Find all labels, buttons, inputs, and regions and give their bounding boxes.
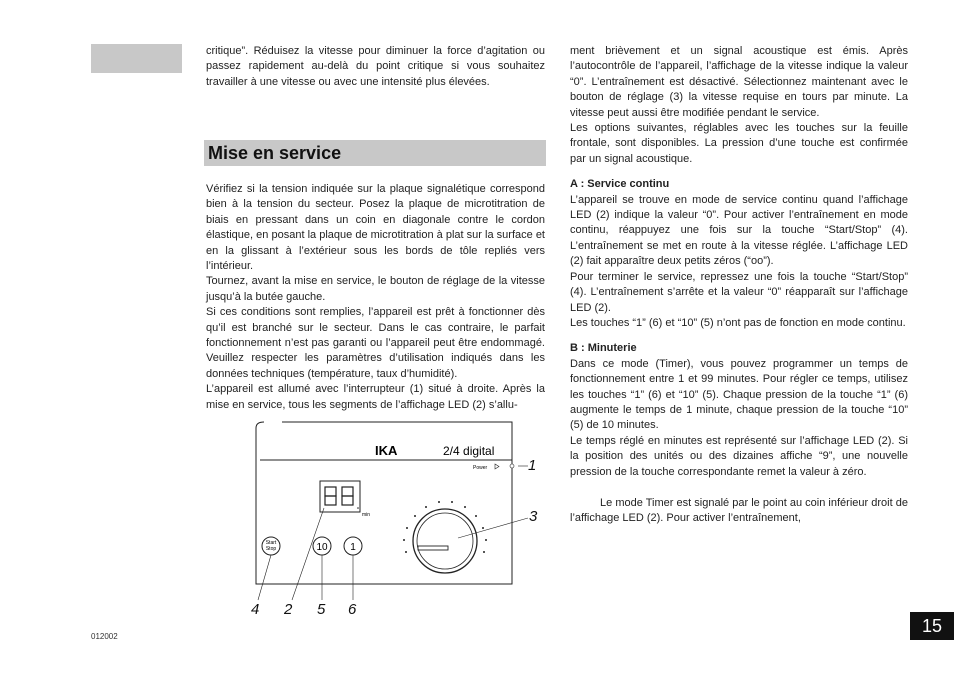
page-number: 15 xyxy=(910,612,954,640)
timer-dot-icon xyxy=(357,507,359,509)
ten-label: 10 xyxy=(316,542,328,553)
document-code: 012002 xyxy=(91,632,118,641)
start-label: Start xyxy=(265,540,277,546)
callout-6: 6 xyxy=(348,601,357,618)
speed-knob xyxy=(413,509,477,573)
paragraph: Vérifiez si la tension indiquée sur la plaque signalétique correspond bien à la tension du secteur. Posez la plaque de microtitration de biais en pressant dans un coin en diagonale contre le cordon élastique, en posant la plaque de microtitration à plat sur la surface et en la glissant à l’extérieur sous les bords de tôle repliés vers l’intérieur. xyxy=(206,183,545,273)
subheading-b: B : Minuterie xyxy=(570,342,637,355)
paragraph: Pour terminer le service, repressez une fois la touche “Start/Stop” (4). L’entraînement s’arrête et la valeur “0” réapparaît sur l’affichage LED (2). xyxy=(570,270,908,314)
callout-1: 1 xyxy=(528,457,537,474)
section-heading: Mise en service xyxy=(208,143,342,163)
one-label: 1 xyxy=(350,542,356,553)
paragraph: Le mode Timer est signalé par le point au coin inférieur droit de l’affichage LED (2). Pour activer l’entraînement, xyxy=(570,496,908,525)
power-arrow-icon xyxy=(495,464,499,469)
callout-2: 2 xyxy=(284,601,293,618)
callout-5: 5 xyxy=(317,601,326,618)
paragraph: Tournez, avant la mise en service, le bouton de réglage de la vitesse jusqu’à la butée gauche. xyxy=(206,275,545,303)
paragraph: Les touches “1” (6) et “10” (5) n’ont pas de fonction en mode continu. xyxy=(570,316,906,329)
paragraph: Si ces conditions sont remplies, l’appareil est prêt à fonctionner dès qu’il est branché sur le secteur. Dans le cas contraire, le parfait fonctionnement n’est pas garanti ou l’appareil peut être endommagé. Veuillez respecter les paramètres d’utilisation indiqués dans les données techniques (température, taux d’humidité). xyxy=(206,306,545,380)
left-top-column xyxy=(206,44,545,90)
paragraph: Le temps réglé en minutes est représenté sur l’affichage LED (2). Si la position des unités ou des dizaines affiche “9”, une nouvelle pression de la touche correspondante remet la valeur à zéro. xyxy=(570,434,908,478)
section-tab xyxy=(91,44,182,73)
paragraph: critique”. Réduisez la vitesse pour diminuer la force d’agitation ou passez rapidement au-delà du point critique si vous souhaitez travailler à une vitesse ou avec une intensité plus élevées. xyxy=(206,45,545,88)
callout-lines xyxy=(258,466,528,600)
paragraph: L’appareil se trouve en mode de service continu quand l’affichage LED (2) indique la valeur “0”. Pour activer l’entraînement en mode continu, réappuyez une fois sur la touche “Start/Stop” (4). L’entraînement se met en route à la vitesse réglée. L’affichage LED (2) fait apparaître deux petits zéros (“oo”). xyxy=(570,193,908,268)
led-unit-label: min xyxy=(362,512,371,518)
heading-bar xyxy=(204,140,546,166)
brand-logo: IKA xyxy=(375,443,398,458)
paragraph: ment brièvement et un signal acoustique est émis. Après l’autocontrôle de l’appareil, l’affichage de la vitesse indique la valeur “0”. L’entraînement est désactivé. Sélectionnez maintenant avec le bouton de réglage (3) la vitesse requise en tours par minute. La vitesse peut aussi être modifiée pendant le service. xyxy=(570,45,908,119)
subheading-a: A : Service continu xyxy=(570,178,670,191)
left-column xyxy=(206,182,545,413)
paragraph: Les options suivantes, réglables avec les touches sur la feuille frontale, sont disponibles. La pression d’une touche est confirmée par un signal acoustique. xyxy=(570,122,908,165)
stop-label: Stop xyxy=(265,546,277,552)
model-label: 2/4 digital xyxy=(443,444,495,458)
callout-4: 4 xyxy=(251,601,260,618)
power-label: Power xyxy=(473,465,488,471)
callout-3: 3 xyxy=(529,508,538,525)
device-figure xyxy=(240,418,540,623)
device-drawing xyxy=(240,418,540,623)
right-column xyxy=(570,44,908,527)
paragraph: L’appareil est allumé avec l’interrupteur (1) situé à droite. Après la mise en service, tous les segments de l’affichage LED (2) s’allu- xyxy=(206,383,545,411)
power-switch-icon xyxy=(510,464,514,468)
paragraph: Dans ce mode (Timer), vous pouvez programmer un temps de fonctionnement entre 1 et 99 minutes. Pour régler ce temps, utilisez les touches “1” (6) et “10” (5). Chaque pression de la touche “1” (6) augmente le temps de 1 minute, chaque pression de la touche “10” (5) de 10 minutes. xyxy=(570,357,908,432)
